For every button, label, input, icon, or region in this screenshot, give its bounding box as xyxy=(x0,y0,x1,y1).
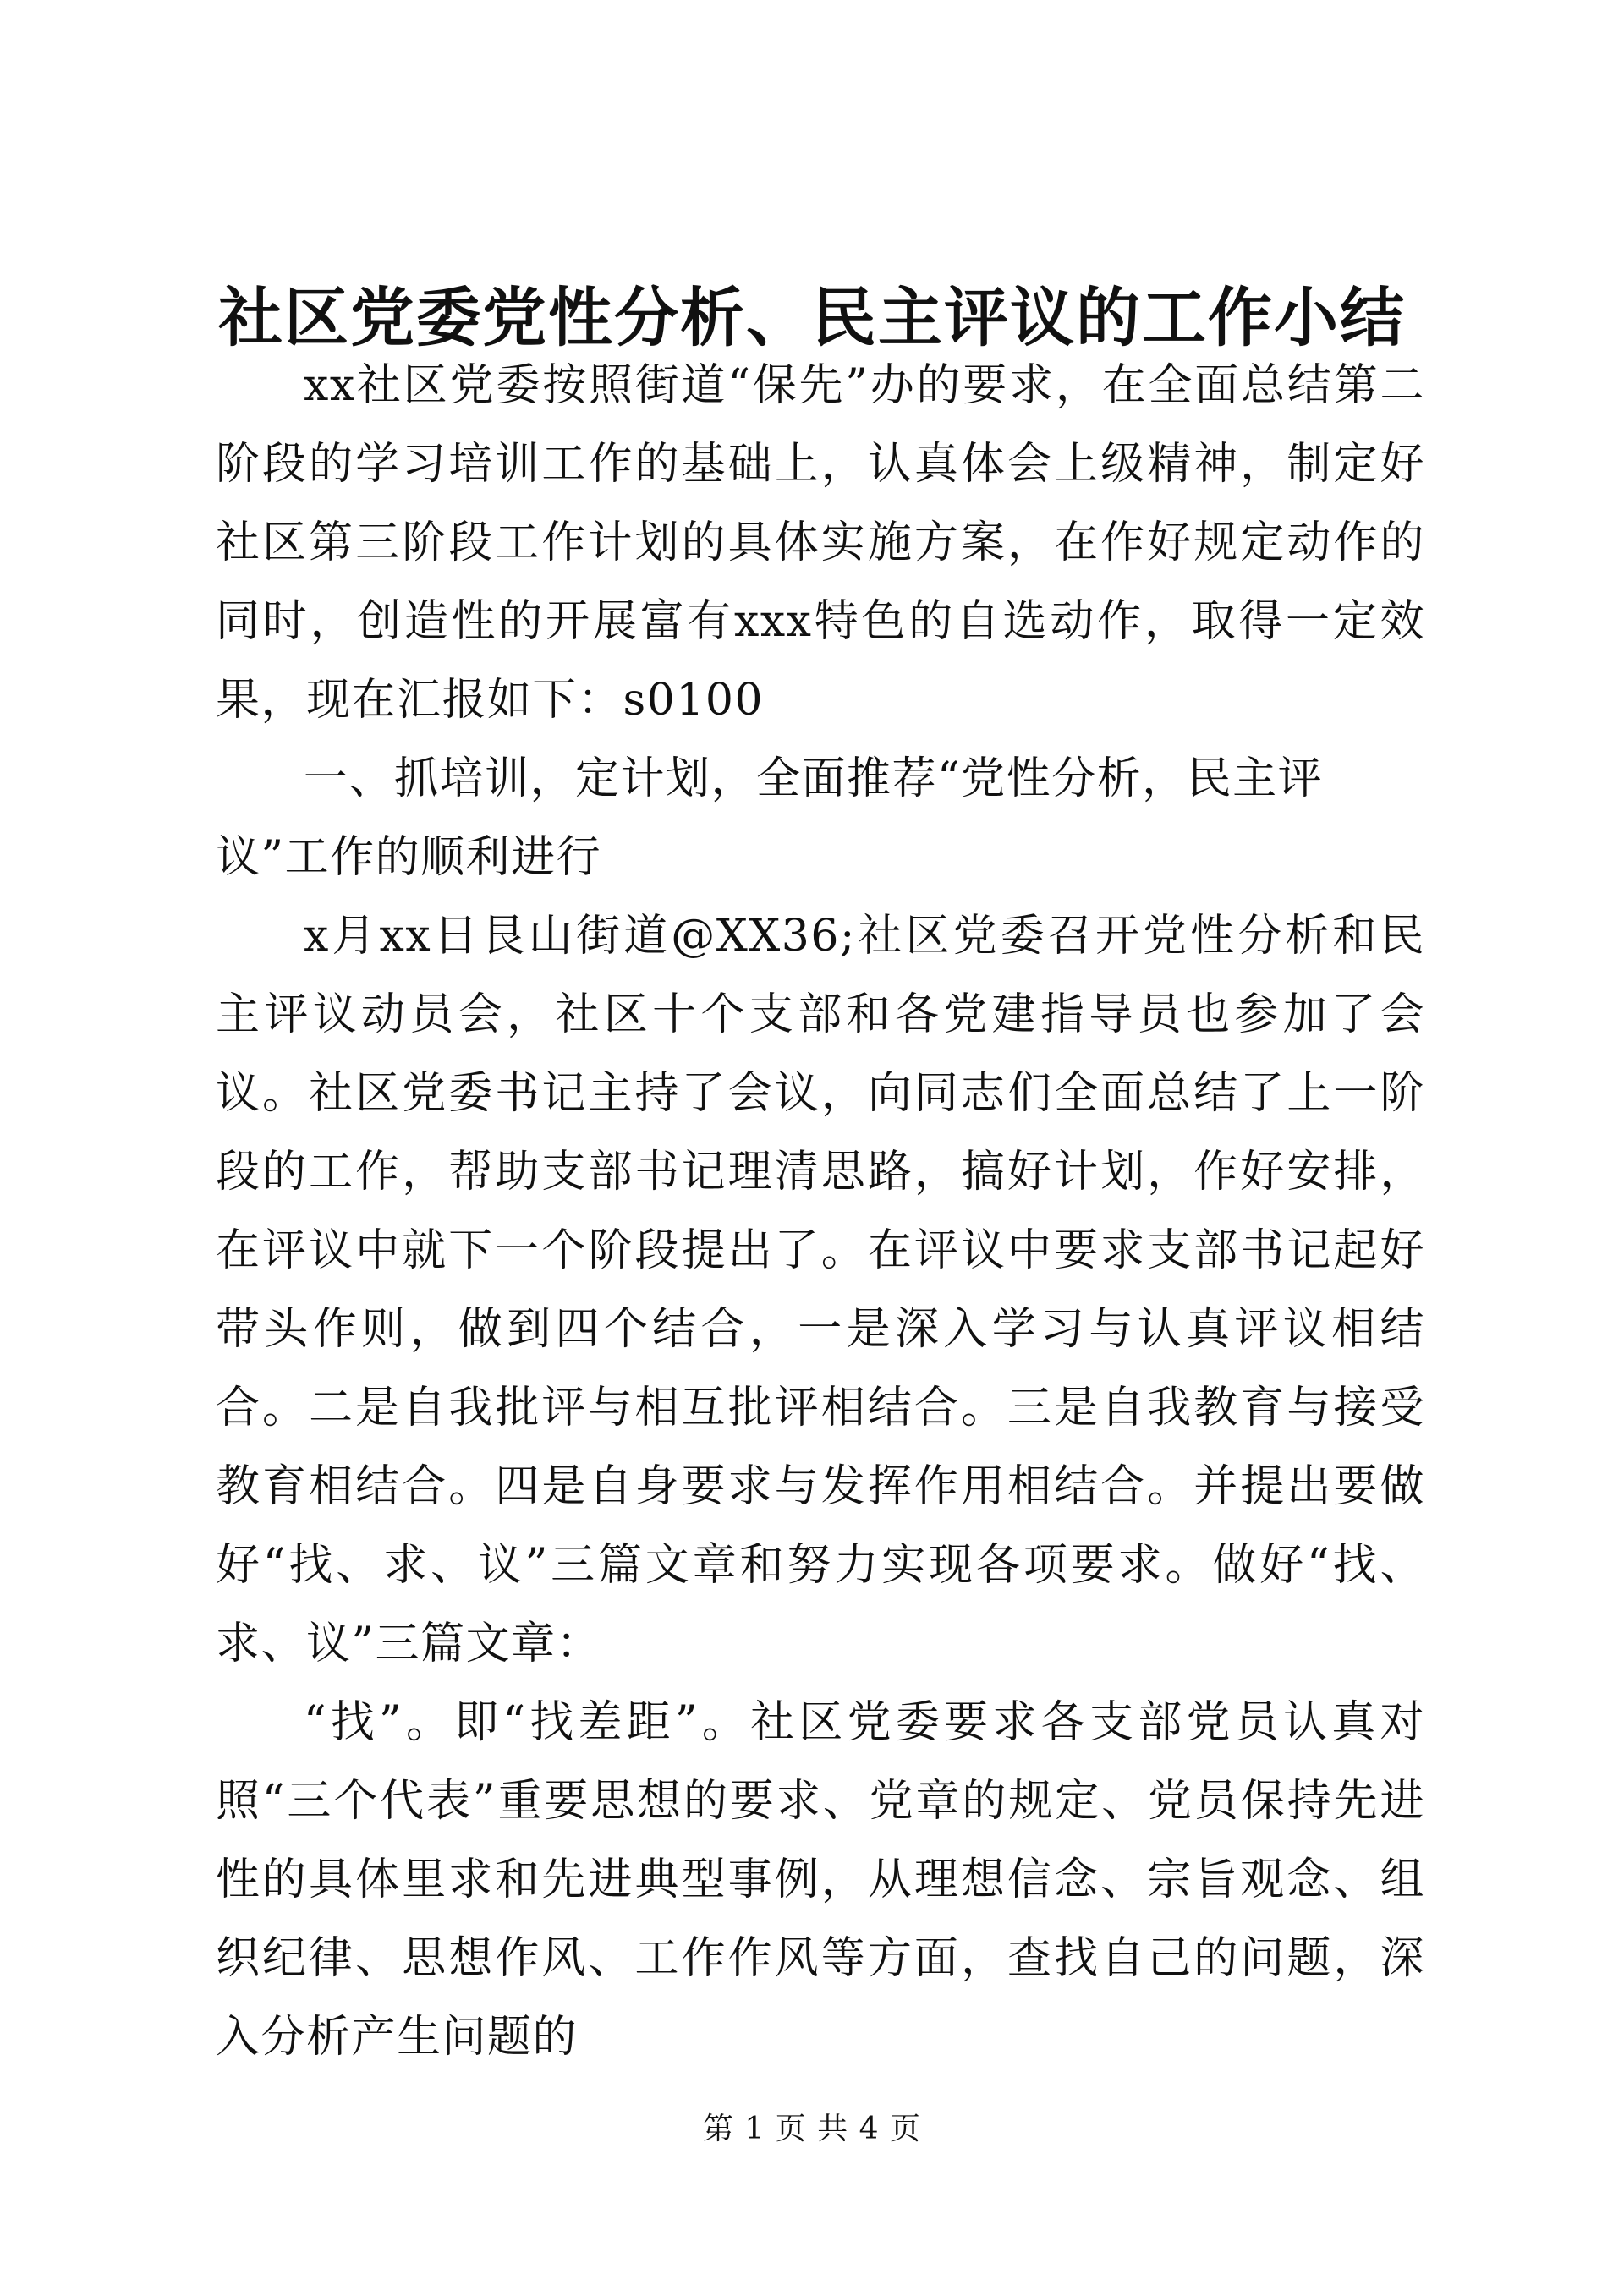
document-body xyxy=(216,347,1425,2077)
page-number-footer: 第 1 页 共 4 页 xyxy=(702,2112,922,2146)
section-heading-1: 一、抓培训，定计划，全面推荐“党性分析，民主评议”工作的顺利进行 xyxy=(216,753,1324,883)
document-title: 社区党委党性分析、民主评议的工作小结 xyxy=(218,280,1406,355)
intro-paragraph: xx社区党委按照街道“保先”办的要求，在全面总结第二阶段的学习培训工作的基础上，认真体会上级精神，制定好社区第三阶段工作计划的具体实施方案，在作好规定动作的同时，创造性的开展富有xxx特色的自选动作，取得一定效果，现在汇报如下：s0100 xyxy=(216,360,1425,726)
body-paragraph-find: “找”。即“找差距”。社区党委要求各支部党员认真对照“三个代表”重要思想的要求、党章的规定、党员保持先进性的具体里求和先进典型事例，从理想信念、宗旨观念、组织纪律、思想作风、工作作风等方面，查找自己的问题，深入分析产生问题的 xyxy=(216,1697,1425,2063)
body-paragraph-meeting: x月xx日艮山街道@XX36;社区党委召开党性分析和民主评议动员会，社区十个支部和各党建指导员也参加了会议。社区党委书记主持了会议，向同志们全面总结了上一阶段的工作，帮助支部书记理清思路，搞好计划，作好安排，在评议中就下一个阶段提出了。在评议中要求支部书记起好带头作则，做到四个结合，一是深入学习与认真评议相结合。二是自我批评与相互批评相结合。三是自我教育与接受教育相结合。四是自身要求与发挥作用相结合。并提出要做好“找、求、议”三篇文章和努力实现各项要求。做好“找、求、议”三篇文章： xyxy=(216,911,1425,1669)
